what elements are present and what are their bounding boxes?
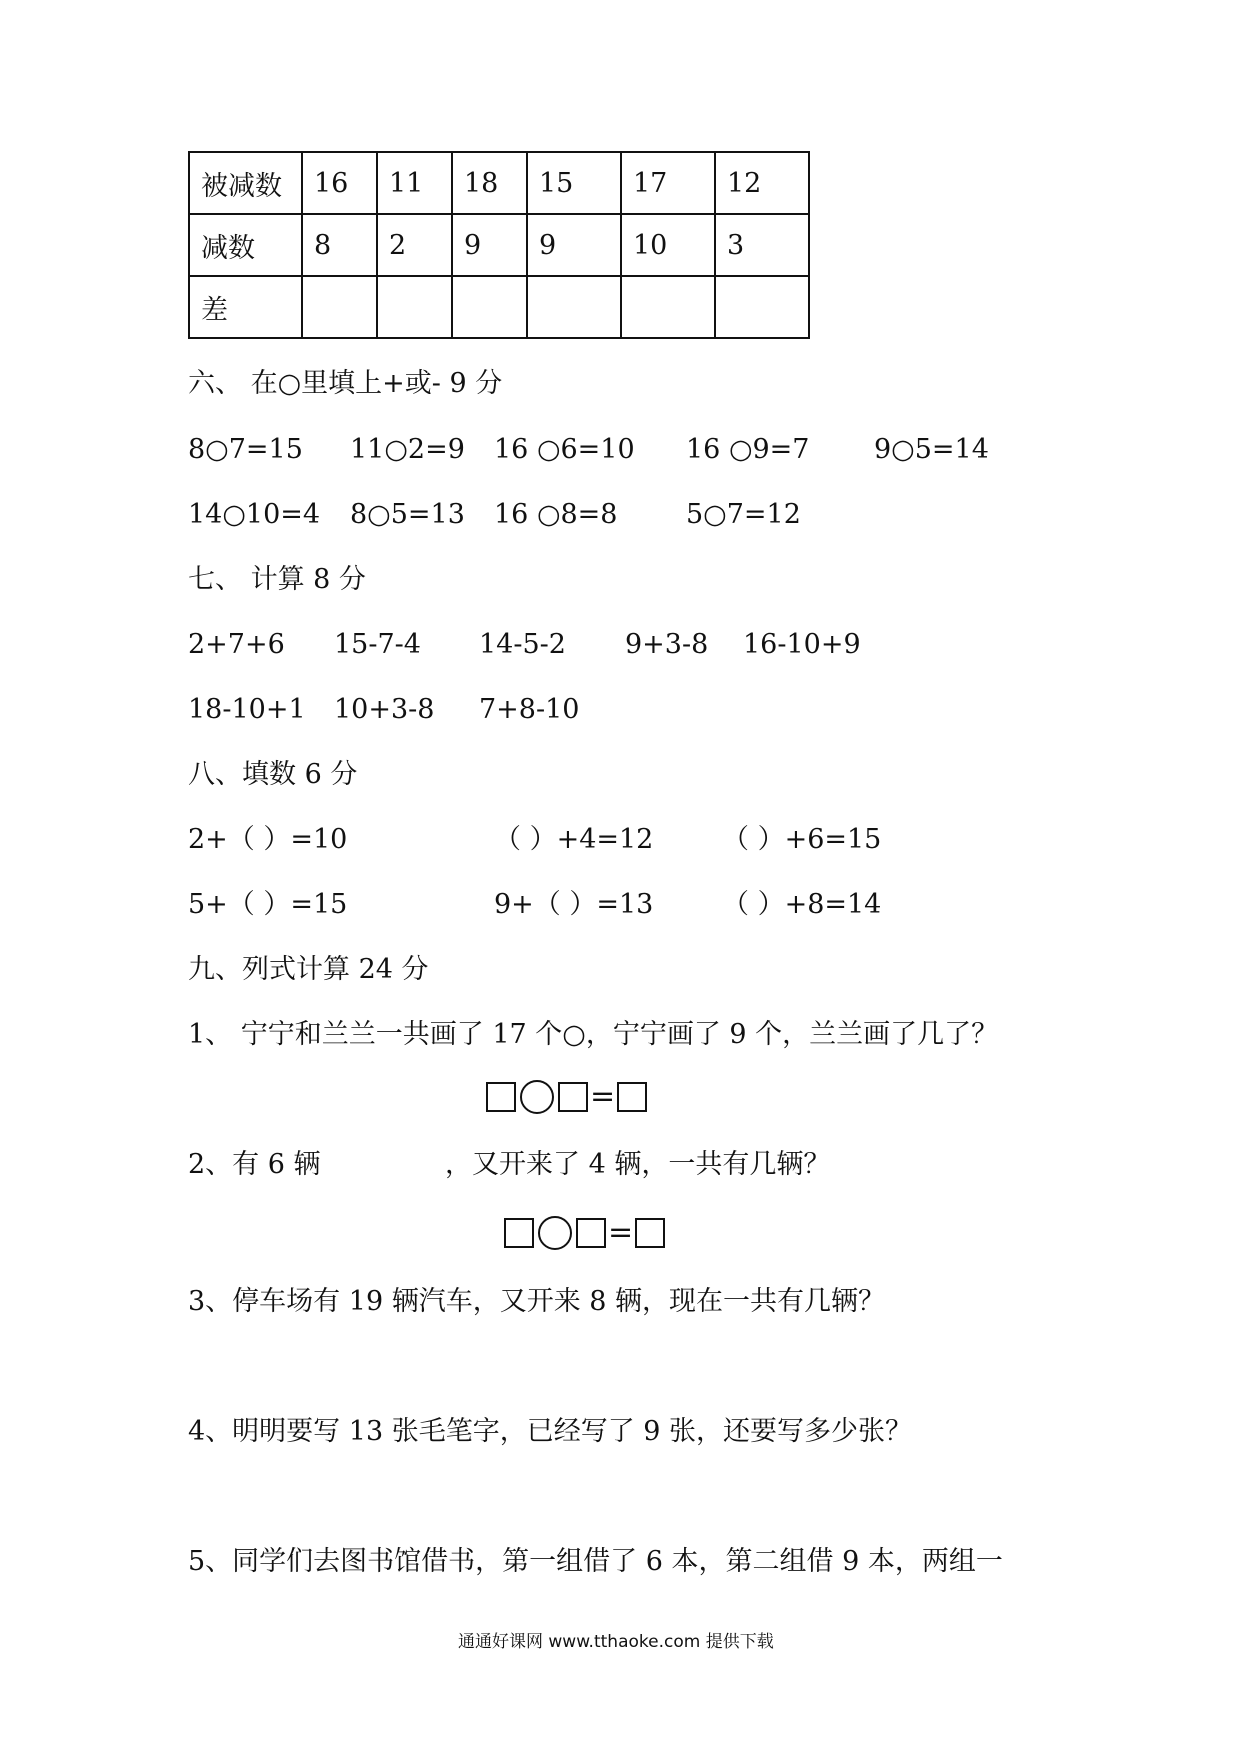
answer-box[interactable] [617, 1082, 647, 1112]
problem-item: 2+7+6 [188, 629, 285, 660]
answer-cell[interactable] [452, 276, 527, 338]
section6-title: 六、 在○里填上+或- 9 分 [188, 368, 503, 399]
table-cell: 11 [377, 152, 452, 214]
problem-item: 9+3-8 [625, 629, 709, 660]
word-problem-1: 1、 宁宁和兰兰一共画了 17 个○，宁宁画了 9 个，兰兰画了几了？ [188, 1019, 999, 1050]
table-cell: 15 [527, 152, 621, 214]
problem-item: 14-5-2 [479, 629, 566, 660]
table-cell: 10 [621, 214, 715, 276]
table-cell: 9 [452, 214, 527, 276]
section9-title: 九、列式计算 24 分 [188, 954, 429, 985]
word-problem-4: 4、明明要写 13 张毛笔字，已经写了 9 张，还要写多少张？ [188, 1416, 913, 1447]
table-cell: 3 [715, 214, 809, 276]
problem-item: 16-10+9 [743, 629, 861, 660]
answer-cell[interactable] [715, 276, 809, 338]
problem-item: 5○7=12 [686, 499, 801, 530]
table-row [189, 276, 809, 338]
problem-item: 11○2=9 [350, 434, 465, 465]
answer-box[interactable] [635, 1218, 665, 1248]
table-row [189, 152, 809, 214]
problem-item: 16 ○6=10 [494, 434, 635, 465]
table-cell: 12 [715, 152, 809, 214]
problem-item: 2+（ ）=10 [188, 824, 348, 855]
answer-cell[interactable] [302, 276, 377, 338]
table-cell: 8 [302, 214, 377, 276]
problem-item: （ ）+4=12 [494, 824, 654, 855]
section7-title: 七、 计算 8 分 [188, 564, 366, 595]
table-cell: 2 [377, 214, 452, 276]
row-label: 减数 [189, 214, 302, 276]
table-cell: 16 [302, 152, 377, 214]
problem-item: （ ）+6=15 [722, 824, 882, 855]
word-problem-3: 3、停车场有 19 辆汽车，又开来 8 辆，现在一共有几辆？ [188, 1286, 886, 1317]
answer-box[interactable] [504, 1218, 534, 1248]
problem-item: 9○5=14 [874, 434, 989, 465]
problem-item: 16 ○9=7 [686, 434, 810, 465]
table-cell: 17 [621, 152, 715, 214]
operator-circle[interactable] [520, 1080, 554, 1114]
section8-title: 八、填数 6 分 [188, 759, 358, 790]
operator-circle[interactable] [538, 1216, 572, 1250]
equation-template [504, 1216, 665, 1250]
problem-item: 15-7-4 [334, 629, 421, 660]
problem-item: 8○5=13 [350, 499, 465, 530]
problem-item: （ ）+8=14 [722, 889, 882, 920]
subtraction-table [188, 151, 810, 339]
problem-item: 8○7=15 [188, 434, 303, 465]
equation-template [486, 1080, 647, 1114]
answer-cell[interactable] [527, 276, 621, 338]
answer-cell[interactable] [377, 276, 452, 338]
answer-cell[interactable] [621, 276, 715, 338]
answer-box[interactable] [576, 1218, 606, 1248]
equals-sign: = [590, 1079, 616, 1114]
word-problem-2-end: ，又开来了 4 辆，一共有几辆？ [445, 1149, 831, 1180]
answer-box[interactable] [558, 1082, 588, 1112]
problem-item: 14○10=4 [188, 499, 321, 530]
row-label: 差 [189, 276, 302, 338]
problem-item: 18-10+1 [188, 694, 306, 725]
problem-item: 16 ○8=8 [494, 499, 618, 530]
row-label: 被减数 [189, 152, 302, 214]
word-problem-5: 5、同学们去图书馆借书，第一组借了 6 本，第二组借 9 本，两组一 [188, 1546, 1003, 1577]
table-cell: 18 [452, 152, 527, 214]
footer-credit: 通通好课网 www.tthaoke.com 提供下载 [458, 1632, 774, 1652]
problem-item: 5+（ ）=15 [188, 889, 348, 920]
table-cell: 9 [527, 214, 621, 276]
problem-item: 10+3-8 [334, 694, 435, 725]
problem-item: 9+（ ）=13 [494, 889, 654, 920]
problem-item: 7+8-10 [479, 694, 580, 725]
equals-sign: = [608, 1215, 634, 1250]
word-problem-2-start: 2、有 6 辆 [188, 1149, 321, 1180]
table-row [189, 214, 809, 276]
answer-box[interactable] [486, 1082, 516, 1112]
